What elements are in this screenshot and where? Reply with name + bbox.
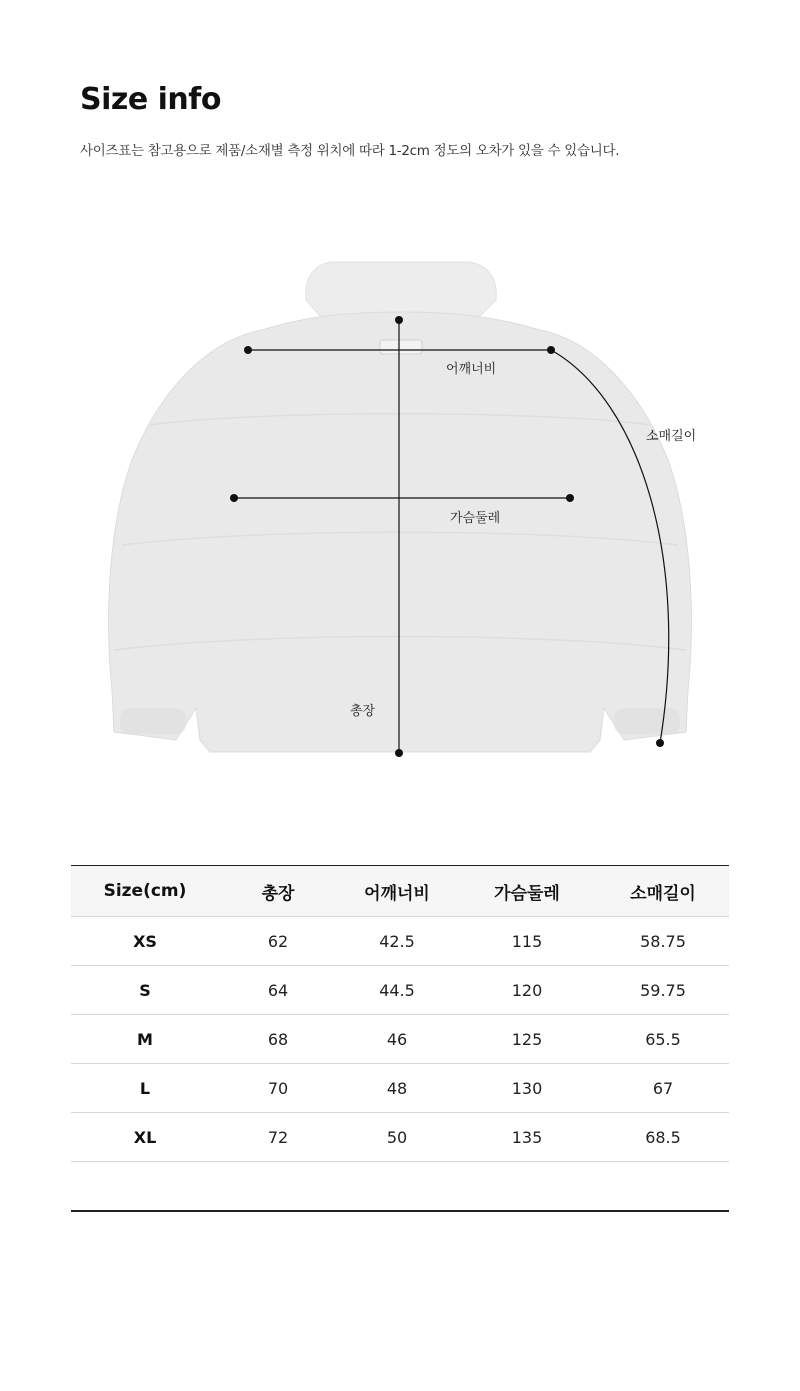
brand-tab	[380, 340, 422, 354]
chest-left-point	[230, 494, 238, 502]
header-sleeve: 소매길이	[597, 866, 729, 917]
jacket-measurement-diagram	[0, 240, 800, 780]
table-cell: 44.5	[337, 966, 457, 1015]
shoulder-left-point	[244, 346, 252, 354]
table-cell	[337, 1162, 457, 1211]
table-row	[71, 1064, 729, 1113]
table-cell: 48	[337, 1064, 457, 1113]
right-cuff	[614, 708, 680, 734]
header-shoulder: 어깨너비	[337, 866, 457, 917]
table-cell: 125	[457, 1015, 597, 1064]
size-name-cell: XL	[71, 1113, 219, 1162]
size-name-cell: XS	[71, 917, 219, 966]
size-name-cell: M	[71, 1015, 219, 1064]
table-cell: 120	[457, 966, 597, 1015]
table-cell: 58.75	[597, 917, 729, 966]
table-cell	[457, 1162, 597, 1211]
table-cell: 68	[219, 1015, 337, 1064]
sleeve-end-point	[656, 739, 664, 747]
page-title: Size info	[80, 82, 221, 117]
label-length: 총장	[350, 704, 376, 719]
table-cell: 62	[219, 917, 337, 966]
table-empty-row	[71, 1162, 729, 1211]
table-cell	[71, 1162, 219, 1211]
table-cell: 130	[457, 1064, 597, 1113]
label-chest: 가슴둘레	[450, 511, 501, 526]
table-cell	[597, 1162, 729, 1211]
table-cell: 72	[219, 1113, 337, 1162]
table-cell: 42.5	[337, 917, 457, 966]
header-length: 총장	[219, 866, 337, 917]
table-cell: 59.75	[597, 966, 729, 1015]
table-header-row	[71, 866, 729, 917]
table-row	[71, 1015, 729, 1064]
chest-right-point	[566, 494, 574, 502]
header-size: Size(cm)	[71, 866, 219, 917]
size-table	[71, 865, 729, 1212]
table-cell: 70	[219, 1064, 337, 1113]
table-cell: 135	[457, 1113, 597, 1162]
table-cell: 46	[337, 1015, 457, 1064]
header-chest: 가슴둘레	[457, 866, 597, 917]
length-top-point	[395, 316, 403, 324]
jacket-collar	[306, 262, 497, 316]
left-cuff	[120, 708, 186, 734]
size-name-cell: L	[71, 1064, 219, 1113]
table-cell: 67	[597, 1064, 729, 1113]
table-cell: 64	[219, 966, 337, 1015]
table-cell: 50	[337, 1113, 457, 1162]
table-cell: 68.5	[597, 1113, 729, 1162]
table-row	[71, 966, 729, 1015]
table-row	[71, 917, 729, 966]
table-cell: 65.5	[597, 1015, 729, 1064]
size-name-cell: S	[71, 966, 219, 1015]
length-bottom-point	[395, 749, 403, 757]
label-sleeve: 소매길이	[646, 429, 697, 444]
size-disclaimer: 사이즈표는 참고용으로 제품/소재별 측정 위치에 따라 1-2cm 정도의 오차가 있을 수 있습니다.	[80, 143, 620, 159]
label-shoulder: 어깨너비	[446, 362, 497, 377]
table-cell	[219, 1162, 337, 1211]
table-cell: 115	[457, 917, 597, 966]
table-row	[71, 1113, 729, 1162]
